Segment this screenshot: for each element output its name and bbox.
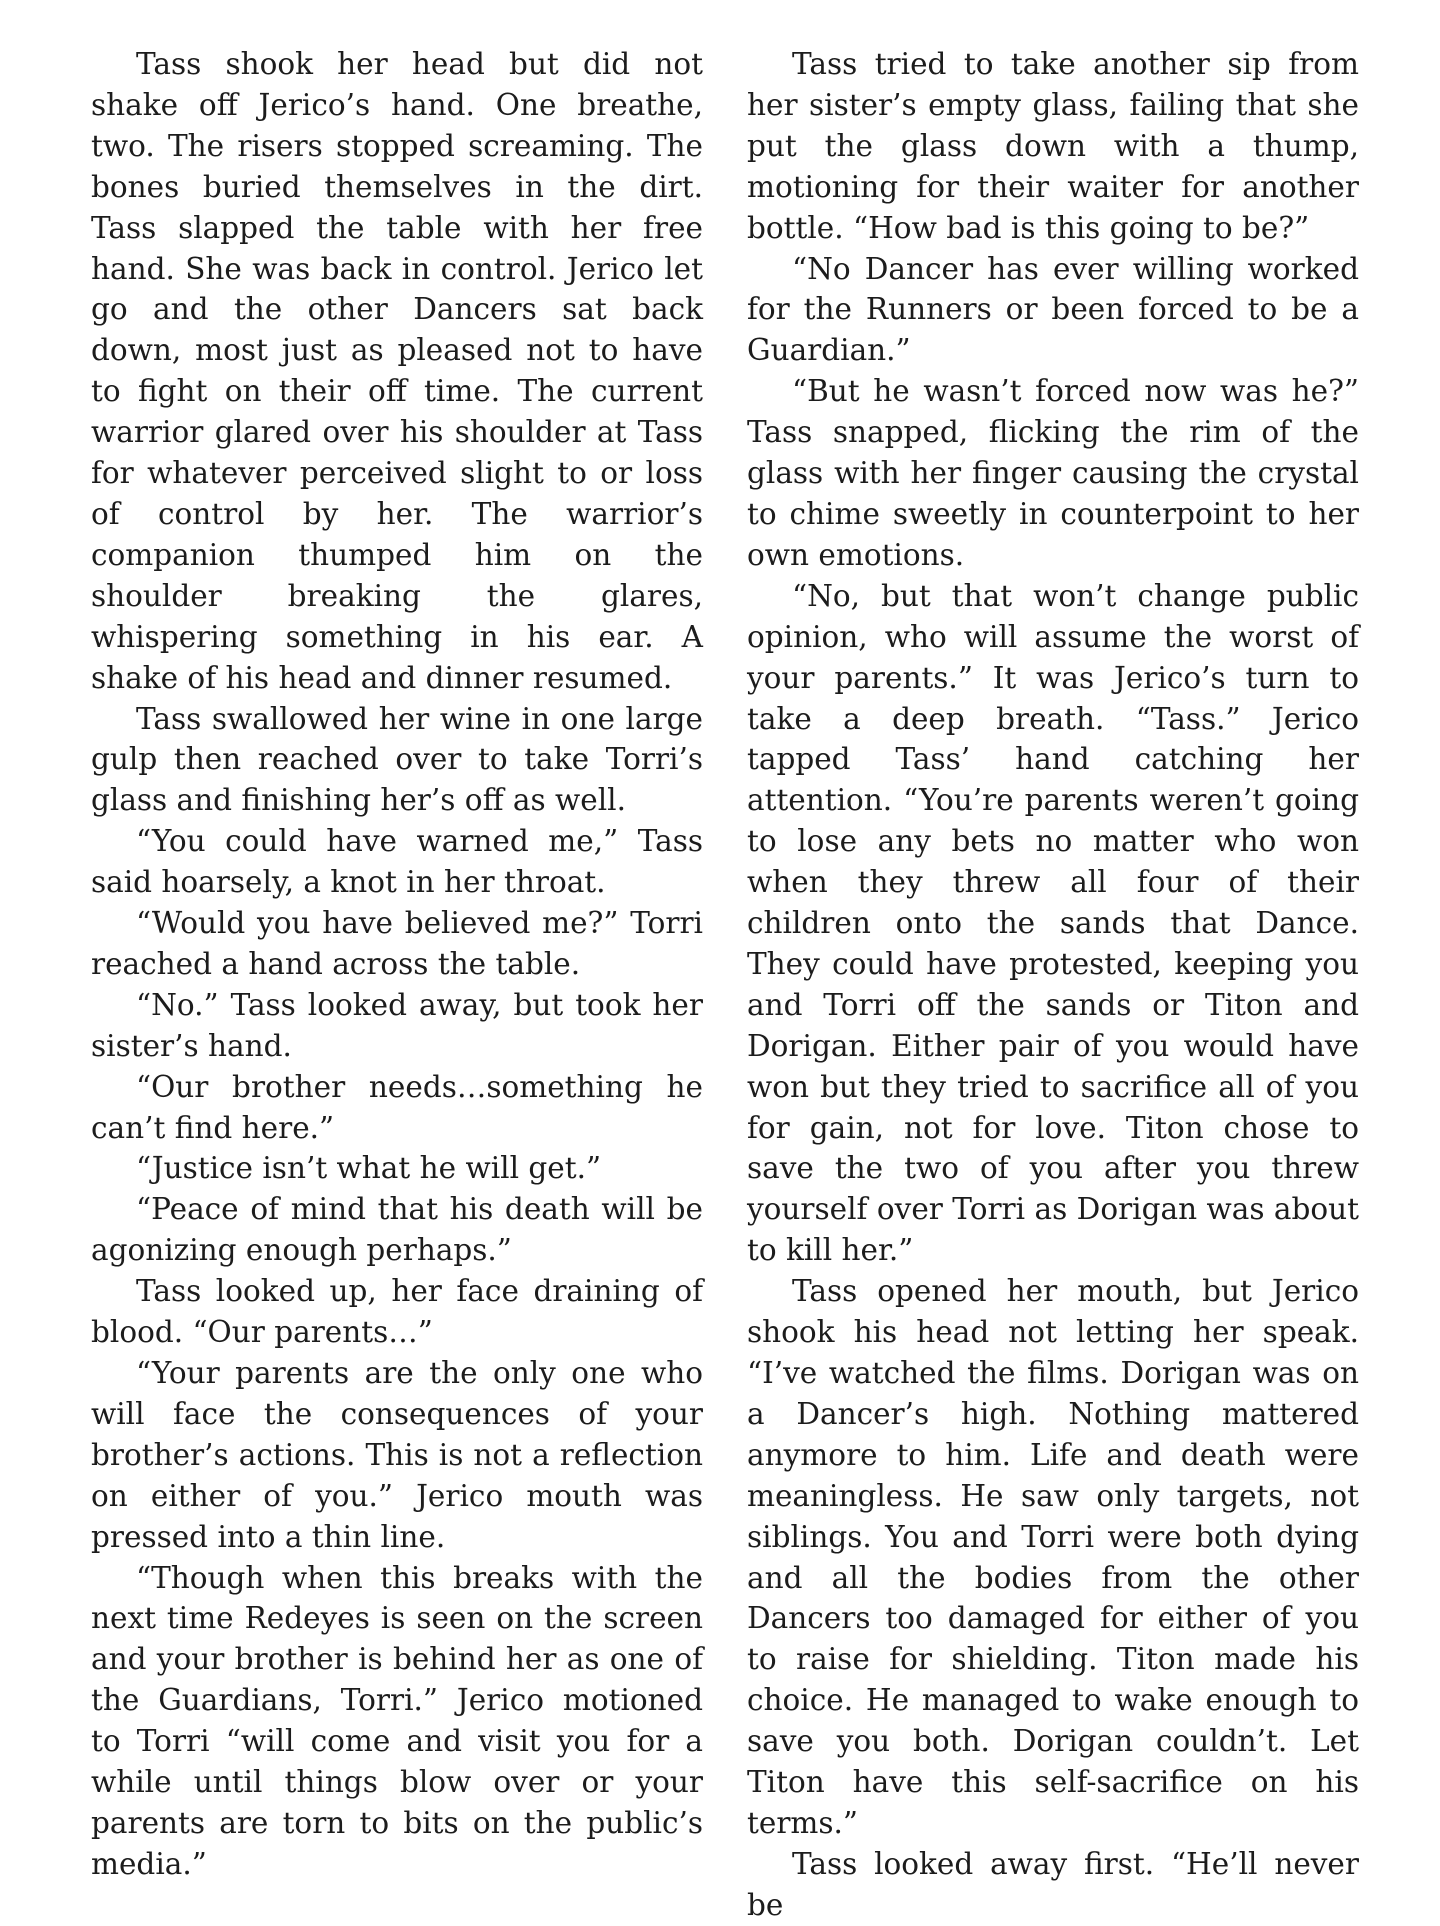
paragraph: “Would you have believed me?” Torri reached a hand across the table. [91, 906, 703, 981]
paragraph: “Justice isn’t what he will get.” [136, 1151, 602, 1186]
paragraph: Tass opened her mouth, but Jerico shook his head not letting her speak. “I’ve watched the films. Dorigan was on a Dancer’s high. Nothing mattered anymore to him. Life and death were meaningless. He saw only targets, not siblings. You and Torri were both dying and all the bodies from the other Dancers too damaged for either of you to raise for shielding. Titon made his choice. He managed to wake enough to save you both. Dorigan couldn’t. Let Titon have this self-sacrifice on his terms.” [747, 1274, 1359, 1840]
paragraph: Tass looked away first. “He’ll never be [747, 1846, 1359, 1922]
paragraph: “Though when this breaks with the next time Redeyes is seen on the screen and your brother is behind her as one of the Guardians, Torri.” Jerico motioned to Torri “will come and visit you for a while until things blow over or your parents are torn to bits on the public’s media.” [91, 1560, 703, 1881]
paragraph: “Your parents are the only one who will face the consequences of your brother’s actions. This is not a reflection on either of you.” Jerico mouth was pressed into a thin line. [91, 1356, 703, 1554]
paragraph: “But he wasn’t forced now was he?” Tass snapped, flicking the rim of the glass with her finger causing the crystal to chime sweetly in counterpoint to her own emotions. [747, 374, 1359, 572]
paragraph: “You could have warned me,” Tass said hoarsely, a knot in her throat. [91, 824, 703, 900]
paragraph: “No.” Tass looked away, but took her sister’s hand. [91, 987, 703, 1063]
left-column [91, 44, 703, 1885]
paragraph: “No Dancer has ever willing worked for the Runners or been forced to be a Guardian.” [747, 251, 1359, 368]
right-column [747, 44, 1359, 1926]
paragraph: Tass looked up, her face draining of blood. “Our parents…” [91, 1274, 703, 1350]
paragraph: “Peace of mind that his death will be agonizing enough perhaps.” [91, 1192, 703, 1268]
paragraph: Tass swallowed her wine in one large gulp then reached over to take Torri’s glass and finishing her’s off as well. [91, 701, 703, 818]
paragraph: “No, but that won’t change public opinion, who will assume the worst of your parents.” It was Jerico’s turn to take a deep breath. “Tass.” Jerico tapped Tass’ hand catching her attention. “You’re parents weren’t going to lose any bets no matter who won when they threw all four of their children onto the sands that Dance. They could have protested, keeping you and Torri off the sands or Titon and Dorigan. Either pair of you would have won but they tried to sacrifice all of you for gain, not for love. Titon chose to save the two of you after you threw yourself over Torri as Dorigan was about to kill her.” [747, 578, 1359, 1268]
paragraph: Tass shook her head but did not shake off Jerico’s hand. One breathe, two. The risers stopped screaming. The bones buried themselves in the dirt. Tass slapped the table with her free hand. She was back in control. Jerico let go and the other Dancers sat back down, most just as pleased not to have to fight on their off time. The current warrior glared over his shoulder at Tass for whatever perceived slight to or loss of control by her. The warrior’s companion thumped him on the shoulder breaking the glares, whispering something in his ear. A shake of his head and dinner resumed. [91, 47, 703, 695]
paragraph: Tass tried to take another sip from her sister’s empty glass, failing that she put the glass down with a thump, motioning for their waiter for another bottle. “How bad is this going to be?” [747, 47, 1359, 245]
paragraph: “Our brother needs…something he can’t find here.” [91, 1069, 703, 1145]
